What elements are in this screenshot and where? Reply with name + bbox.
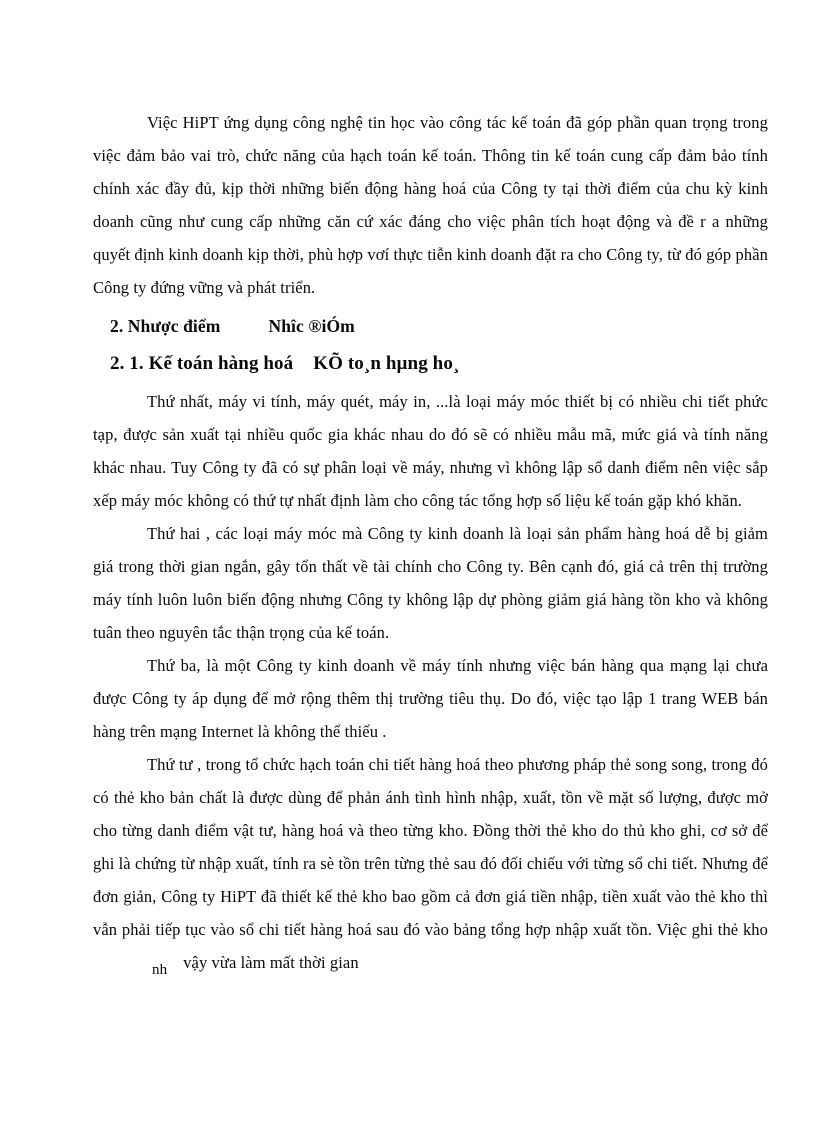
paragraph-first-point: Thứ nhất, máy vi tính, máy quét, máy in, ...là loại máy móc thiết bị có nhiều chi tiết phức tạp, được sản xuất tại nhiều quốc gia khác nhau do đó sẽ có nhiều mẫu mã, mức giá và tính năng khác nhau. Tuy Công ty đã có sự phân loại về máy, nhưng vì không lập sổ danh điểm nên việc sắp xếp máy móc không có thứ tự nhất định làm cho công tác tổng hợp số liệu kế toán gặp khó khăn. xyxy=(93,392,768,510)
paragraph-second-point: Thứ hai , các loại máy móc mà Công ty kinh doanh là loại sản phẩm hàng hoá dễ bị giảm giá trong thời gian ngắn, gây tổn thất về tài chính cho Công ty. Bên cạnh đó, giá cả trên thị trường máy tính luôn luôn biến động nhưng Công ty không lập dự phòng giảm giá hàng tồn kho và không tuân theo nguyên tắc thận trọng của kế toán. xyxy=(93,524,768,642)
heading-ke-toan-hang-hoa xyxy=(93,346,768,382)
paragraph-fourth-point-tail: vậy vừa làm mất thời gian xyxy=(183,953,359,972)
paragraph-advantages-conclusion: Việc HiPT ứng dụng công nghệ tin học vào công tác kế toán đã góp phần quan trọng trong việc đảm bảo vai trò, chức năng của hạch toán kế toán. Thông tin kế toán cung cấp đảm bảo tính chính xác đầy đủ, kịp thời những biến động hàng hoá của Công ty tại thời điểm của chu kỳ kinh doanh cũng như cung cấp những căn cứ xác đáng cho việc phân tích hoạt động và đề r a những quyết định kinh doanh kịp thời, phù hợp vơí thực tiễn kinh doanh đặt ra cho Công ty, từ đó góp phần Công ty đứng vững và phát triển. xyxy=(93,113,768,297)
paragraph-fourth-point: Thứ tư , trong tổ chức hạch toán chi tiết hàng hoá theo phương pháp thẻ song song, trong đó có thẻ kho bản chất là được dùng để phản ánh tình hình nhập, xuất, tồn về mặt số lượng, được mở cho từng danh điểm vật tư, hàng hoá và theo từng kho. Đồng thời thẻ kho do thủ kho ghi, cơ sở để ghi là chứng từ nhập xuất, tính ra sè tồn trên từng thẻ sau đó đối chiếu với từng sổ chi tiết. Nhưng để đơn giản, Công ty HiPT đã thiết kế thẻ kho bao gồm cả đơn giá tiền nhập, tiền xuất vào thẻ kho thì vẫn phải tiếp tục vào sổ chi tiết hàng hoá sau đó vào bảng tổng hợp nhập xuất tồn. Việc ghi thẻ khonh vậy vừa làm mất thời gian xyxy=(93,755,768,978)
heading-nhuoc-diem-label: 2. Nhược điểm xyxy=(110,316,221,336)
document-content xyxy=(93,106,768,979)
heading-ke-toan-hang-hoa-label: 2. 1. Kế toán hàng hoá xyxy=(110,353,294,374)
heading-nhuoc-diem-tcvn-artifact: Nhîc ®iÓm xyxy=(268,316,355,336)
paragraph-fourth-point-text: Thứ tư , trong tổ chức hạch toán chi tiết hàng hoá theo phương pháp thẻ song song, trong đó có thẻ kho bản chất là được dùng để phản ánh tình hình nhập, xuất, tồn về mặt số lượng, được mở cho từng danh điểm vật tư, hàng hoá và theo từng kho. Đồng thời thẻ kho do thủ kho ghi, cơ sở để ghi là chứng từ nhập xuất, tính ra sè tồn trên từng thẻ sau đó đối chiếu với từng sổ chi tiết. Nhưng để đơn giản, Công ty HiPT đã thiết kế thẻ kho bao gồm cả đơn giá tiền nhập, tiền xuất vào thẻ kho thì vẫn phải tiếp tục vào sổ chi tiết hàng hoá sau đó vào bảng tổng hợp nhập xuất tồn. Việc ghi thẻ kho xyxy=(93,755,768,939)
heading-nhuoc-diem xyxy=(93,309,768,344)
heading-ke-toan-hang-hoa-tcvn-artifact: KÕ to¸n hµng ho¸ xyxy=(313,353,460,374)
paragraph-third-point: Thứ ba, là một Công ty kinh doanh về máy tính nhưng việc bán hàng qua mạng lại chưa được Công ty áp dụng để mở rộng thêm thị trường tiêu thụ. Do đó, việc tạo lập 1 trang WEB bán hàng trên mạng Internet là không thể thiếu . xyxy=(93,656,768,741)
